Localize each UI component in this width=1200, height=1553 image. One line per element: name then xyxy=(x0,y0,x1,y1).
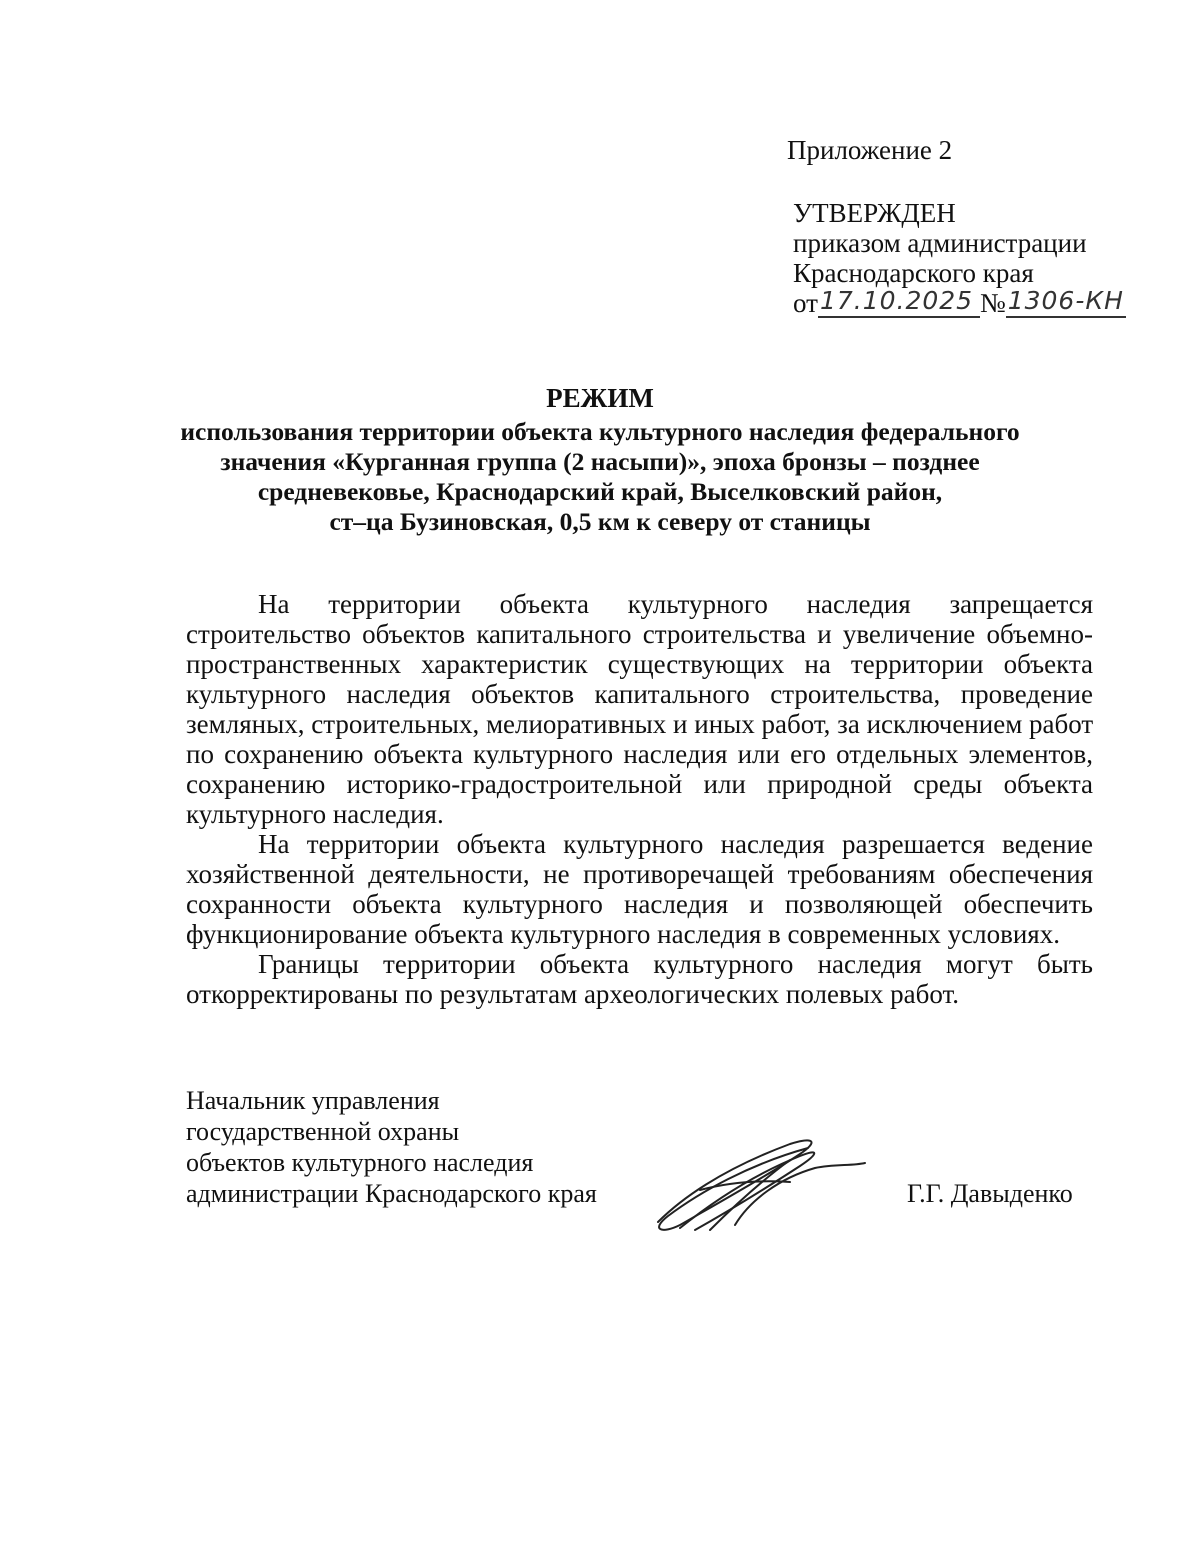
body-line: хозяйственной деятельности, не противоречащей требованиям обеспечения xyxy=(186,859,1093,889)
body-line: На территории объекта культурного наследия разрешается ведение xyxy=(258,829,1093,859)
approval-stamp: УТВЕРЖДЕН xyxy=(793,198,956,228)
subtitle-line: значения «Курганная группа (2 насыпи)», эпоха бронзы – позднее xyxy=(220,447,980,476)
approval-line-2: Краснодарского края xyxy=(793,258,1034,288)
body-line: по сохранению объекта культурного наследия или его отдельных элементов, xyxy=(186,739,1093,769)
handwritten-number: 1306-КН xyxy=(1006,286,1126,318)
body-line: земляных, строительных, мелиоративных и иных работ, за исключением работ xyxy=(186,709,1094,739)
body-line: культурного наследия объектов капитального строительства, проведение xyxy=(186,679,1093,709)
body-line: пространственных характеристик существующих на территории объекта xyxy=(186,649,1093,679)
approval-date-line xyxy=(793,288,1126,318)
signatory-line: Начальник управления xyxy=(186,1086,440,1115)
body-line: откорректированы по результатам археологических полевых работ. xyxy=(186,979,959,1009)
subtitle-line: ст–ца Бузиновская, 0,5 км к северу от станицы xyxy=(329,507,871,536)
signatory-title xyxy=(186,1085,597,1209)
body-line: сохранению историко-градостроительной или природной среды объекта xyxy=(186,769,1093,799)
body-line: культурного наследия. xyxy=(186,799,444,829)
document-title: РЕЖИМ xyxy=(546,383,654,413)
body-line: На территории объекта культурного наследия запрещается xyxy=(258,589,1093,619)
body-line: сохранности объекта культурного наследия и позволяющей обеспечить xyxy=(186,889,1093,919)
date-prefix: от xyxy=(793,288,818,318)
signatory-line: государственной охраны xyxy=(186,1117,460,1146)
approval-block xyxy=(793,198,1126,318)
body-line: строительство объектов капитального строительства и увеличение объемно- xyxy=(186,619,1093,649)
number-sign: № xyxy=(979,288,1006,318)
signatory-line: администрации Краснодарского края xyxy=(186,1179,597,1208)
approval-line-1: приказом администрации xyxy=(793,228,1087,258)
body-line: Границы территории объекта культурного наследия могут быть xyxy=(258,949,1093,979)
subtitle-line: средневековье, Краснодарский край, Выселковский район, xyxy=(257,477,943,506)
body-text xyxy=(186,589,1093,1009)
appendix-label: Приложение 2 xyxy=(787,135,953,165)
handwritten-date: 17.10.2025 xyxy=(818,286,980,318)
subtitle-line: использования территории объекта культурного наследия федерального xyxy=(180,417,1020,446)
signer-name: Г.Г. Давыденко xyxy=(907,1179,1073,1208)
signatory-line: объектов культурного наследия xyxy=(186,1148,534,1177)
handwritten-signature-icon xyxy=(640,1130,870,1240)
body-line: функционирование объекта культурного наследия в современных условиях. xyxy=(186,919,1060,949)
document-subtitle xyxy=(170,417,1030,537)
